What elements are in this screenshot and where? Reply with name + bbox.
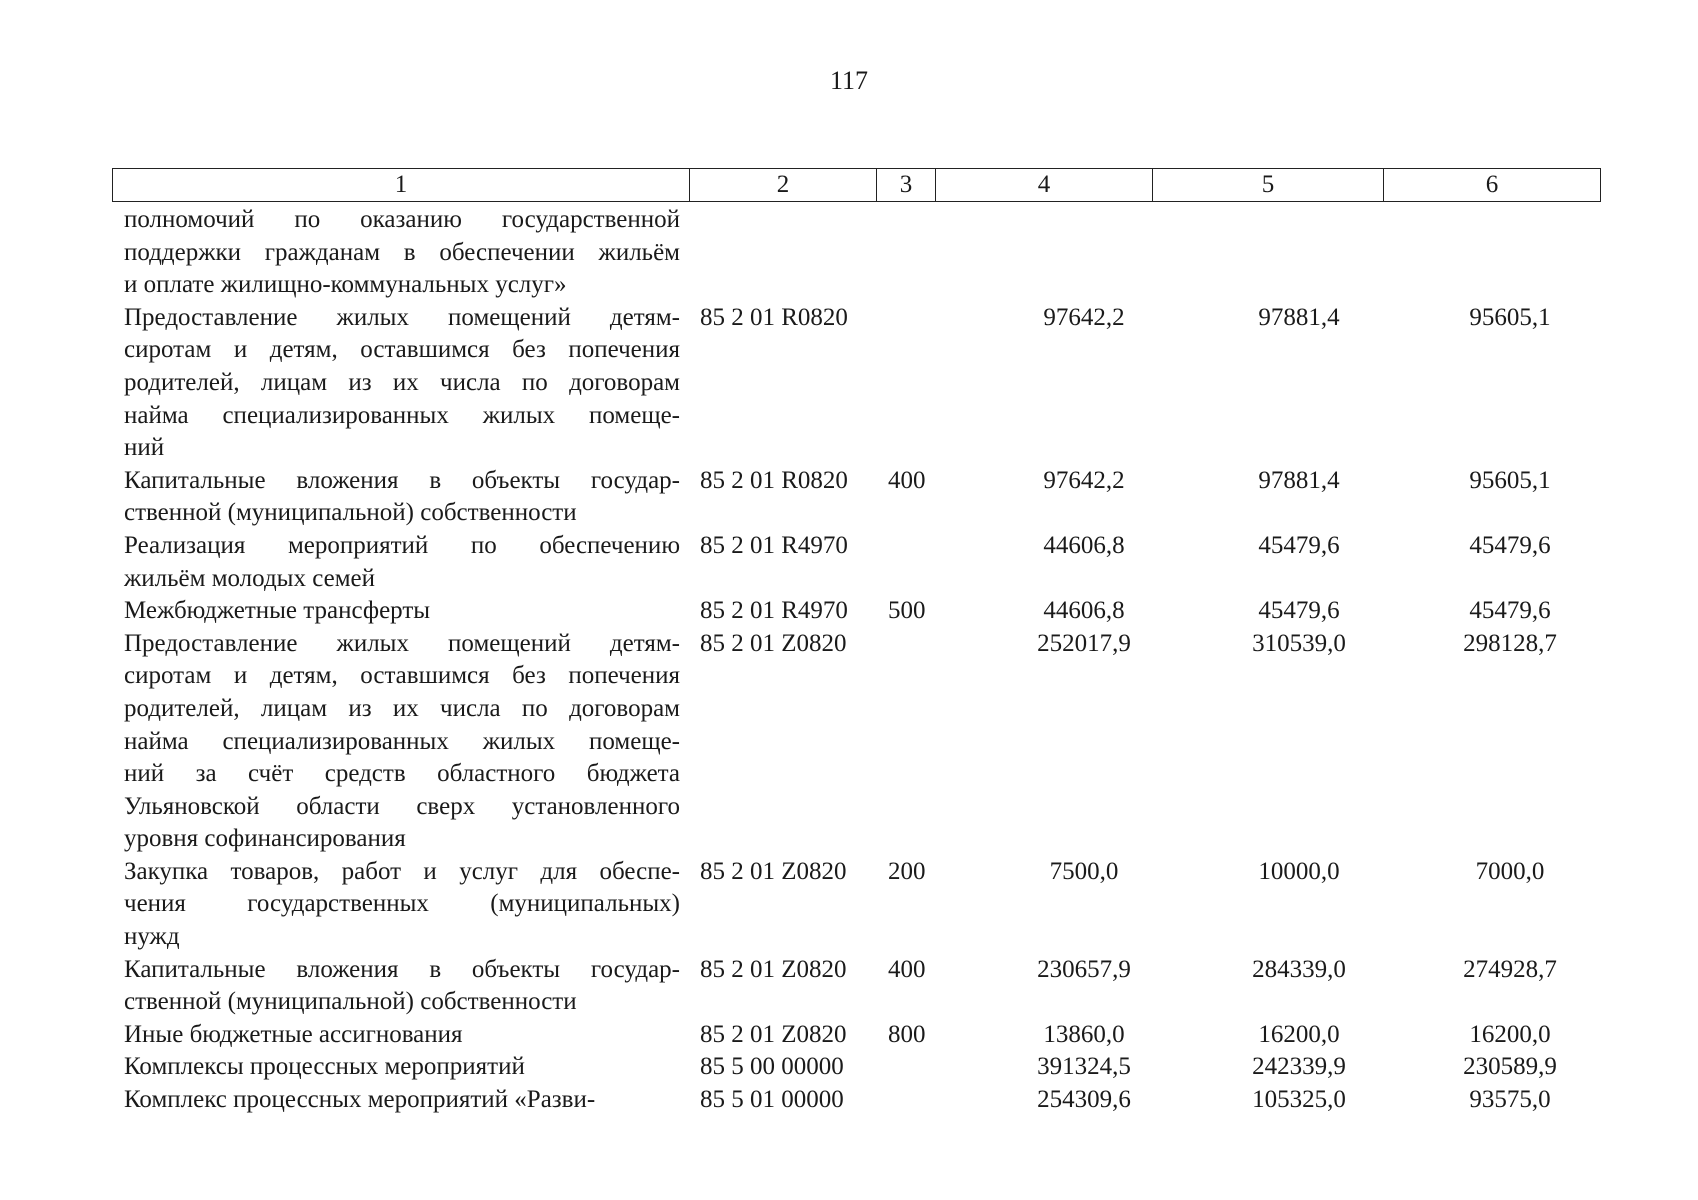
description-line: ственной (муниципальной) собственности — [124, 988, 577, 1016]
description-line: ний за счёт средств областного бюджета — [124, 760, 680, 788]
amount-col6-cell: 16200,0 — [1469, 1020, 1551, 1048]
amount-col5-cell: 310539,0 — [1252, 629, 1346, 657]
row-description — [124, 465, 680, 530]
budget-code-cell: 85 2 01 Z0820 — [700, 629, 847, 657]
description-line: найма специализированных жилых помеще- — [124, 401, 680, 429]
table-row — [124, 628, 1557, 856]
table-row — [124, 1084, 1551, 1117]
description-line: Межбюджетные трансферты — [124, 597, 431, 625]
amount-col4-cell: 391324,5 — [1037, 1053, 1131, 1081]
description-line: и оплате жилищно-коммунальных услуг» — [124, 271, 567, 299]
row-description — [124, 1019, 680, 1052]
amount-col4-cell: 254309,6 — [1037, 1086, 1131, 1114]
amount-col5-cell: 45479,6 — [1258, 597, 1340, 625]
description-line: ственной (муниципальной) собственности — [124, 499, 577, 527]
expense-type-cell: 800 — [888, 1020, 926, 1048]
column-header-3: 3 — [877, 169, 936, 202]
description-line: уровня софинансирования — [124, 825, 406, 853]
amount-col6-cell: 95605,1 — [1469, 303, 1551, 331]
amount-col6-cell: 95605,1 — [1469, 466, 1551, 494]
column-header-4: 4 — [936, 169, 1153, 202]
table-row — [124, 1051, 1557, 1084]
row-description — [124, 954, 680, 1019]
row-description — [124, 595, 680, 628]
description-line: Капитальные вложения в объекты государ- — [124, 955, 680, 983]
description-line: Предоставление жилых помещений детям- — [124, 303, 680, 331]
description-line: Реализация мероприятий по обеспечению — [124, 531, 680, 559]
column-header-1: 1 — [113, 169, 690, 202]
amount-col5-cell: 10000,0 — [1258, 857, 1340, 885]
column-header-6: 6 — [1384, 169, 1601, 202]
expense-type-cell: 200 — [888, 857, 926, 885]
description-line: родителей, лицам из их числа по договорам — [124, 368, 680, 396]
amount-col4-cell: 44606,8 — [1043, 597, 1125, 625]
amount-col6-cell: 274928,7 — [1463, 955, 1557, 983]
table-row — [124, 954, 1557, 1019]
amount-col6-cell: 93575,0 — [1469, 1086, 1551, 1114]
description-line: Комплекс процессных мероприятий «Разви- — [124, 1086, 596, 1114]
description-line: чения государственных (муниципальных) — [124, 890, 680, 918]
budget-code-cell: 85 2 01 Z0820 — [700, 1020, 847, 1048]
table-body — [124, 204, 1557, 1117]
description-line: Капитальные вложения в объекты государ- — [124, 466, 680, 494]
amount-col4-cell: 252017,9 — [1037, 629, 1131, 657]
amount-col5-cell: 242339,9 — [1252, 1053, 1346, 1081]
description-line: Комплексы процессных мероприятий — [124, 1053, 525, 1081]
row-description — [124, 1084, 680, 1117]
amount-col4-cell: 7500,0 — [1049, 857, 1119, 885]
row-description — [124, 204, 680, 302]
description-line: поддержки гражданам в обеспечении жильём — [124, 238, 680, 266]
amount-col6-cell: 298128,7 — [1463, 629, 1557, 657]
description-line: Иные бюджетные ассигнования — [124, 1020, 463, 1048]
amount-col6-cell: 230589,9 — [1463, 1053, 1557, 1081]
amount-col5-cell: 97881,4 — [1258, 303, 1340, 331]
budget-code-cell: 85 2 01 R4970 — [700, 531, 848, 559]
amount-col4-cell: 230657,9 — [1037, 955, 1131, 983]
amount-col5-cell: 284339,0 — [1252, 955, 1346, 983]
table-row — [124, 1019, 1551, 1052]
amount-col4-cell: 97642,2 — [1043, 303, 1125, 331]
column-header-2: 2 — [690, 169, 877, 202]
table-row — [124, 595, 1551, 628]
row-description — [124, 628, 680, 856]
table-row — [124, 856, 1545, 954]
row-description — [124, 856, 680, 954]
amount-col5-cell: 105325,0 — [1252, 1086, 1346, 1114]
description-line: ний — [124, 434, 165, 462]
budget-code-cell: 85 2 01 Z0820 — [700, 857, 847, 885]
row-description — [124, 530, 680, 595]
amount-col6-cell: 45479,6 — [1469, 597, 1551, 625]
page-number: 117 — [829, 66, 869, 95]
amount-col6-cell: 7000,0 — [1475, 857, 1545, 885]
description-line: жильём молодых семей — [124, 564, 376, 592]
amount-col5-cell: 45479,6 — [1258, 531, 1340, 559]
amount-col5-cell: 97881,4 — [1258, 466, 1340, 494]
description-line: сиротам и детям, оставшимся без попечения — [124, 662, 680, 690]
amount-col4-cell: 44606,8 — [1043, 531, 1125, 559]
description-line: родителей, лицам из их числа по договорам — [124, 694, 680, 722]
budget-code-cell: 85 5 01 00000 — [700, 1086, 844, 1114]
description-line: Предоставление жилых помещений детям- — [124, 629, 680, 657]
budget-code-cell: 85 2 01 R0820 — [700, 466, 848, 494]
description-line: сиротам и детям, оставшимся без попечения — [124, 336, 680, 364]
description-line: полномочий по оказанию государственной — [124, 206, 680, 233]
amount-col4-cell: 13860,0 — [1043, 1020, 1125, 1048]
table-row — [124, 530, 1551, 595]
row-description — [124, 1051, 680, 1084]
amount-col5-cell: 16200,0 — [1258, 1020, 1340, 1048]
description-line: Закупка товаров, работ и услуг для обеспе- — [124, 857, 680, 885]
column-header-5: 5 — [1153, 169, 1384, 202]
row-description — [124, 302, 680, 465]
table-row — [124, 302, 1551, 465]
amount-col4-cell: 97642,2 — [1043, 466, 1125, 494]
description-line: Ульяновской области сверх установленного — [124, 792, 680, 820]
budget-code-cell: 85 2 01 R4970 — [700, 597, 848, 625]
table-row — [124, 204, 680, 302]
expense-type-cell: 500 — [888, 597, 926, 625]
expense-type-cell: 400 — [888, 955, 926, 983]
column-header-table — [112, 168, 1601, 202]
amount-col6-cell: 45479,6 — [1469, 531, 1551, 559]
table-row — [124, 465, 1551, 530]
expense-type-cell: 400 — [888, 466, 926, 494]
budget-code-cell: 85 2 01 R0820 — [700, 303, 848, 331]
description-line: нужд — [124, 923, 180, 951]
budget-code-cell: 85 2 01 Z0820 — [700, 955, 847, 983]
description-line: найма специализированных жилых помеще- — [124, 727, 680, 755]
budget-code-cell: 85 5 00 00000 — [700, 1053, 844, 1081]
